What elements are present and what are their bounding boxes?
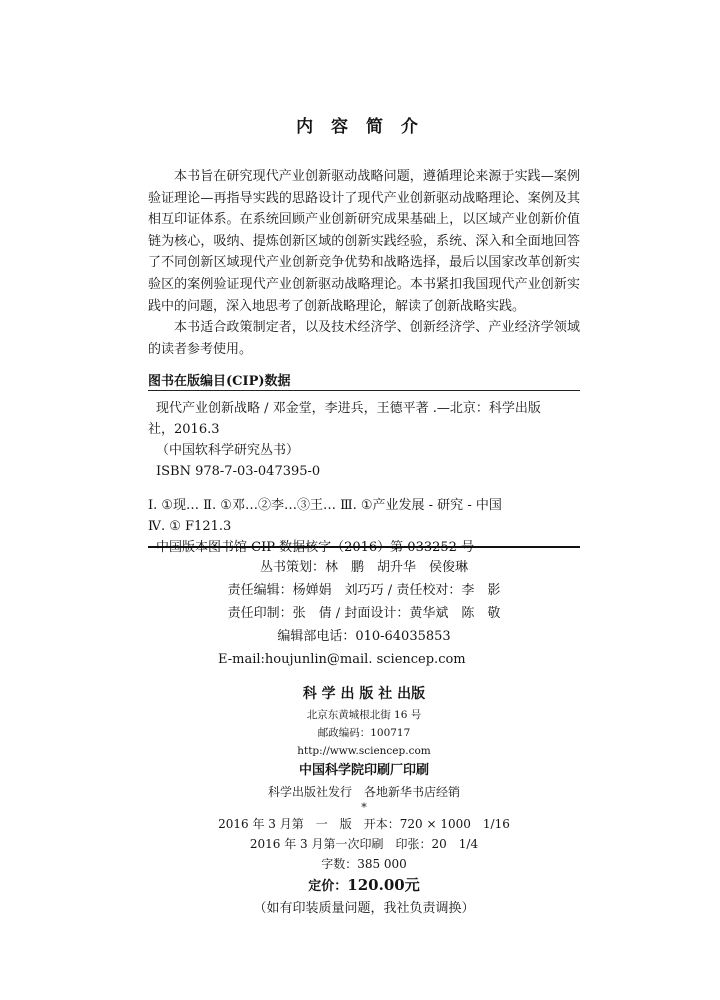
summary-section	[148, 166, 580, 360]
editorial-email: E-mail:houjunlin@mail. sciencep.com	[218, 652, 466, 667]
responsible-editors: 责任编辑：杨婵娟 刘巧巧 / 责任校对：李 影	[227, 583, 501, 598]
separator-star: *	[361, 801, 367, 814]
printer-name: 中国科学院印刷厂印刷	[298, 763, 429, 778]
summary-paragraph-2: 本书适合政策制定者，以及技术经济学、创新经济学、产业经济学领域的读者参考使用。	[148, 320, 580, 357]
printing-info: 2016 年 3 月第一次印刷 印张：20 1/4	[249, 837, 479, 851]
editorial-phone: 编辑部电话：010-64035853	[277, 629, 451, 644]
credits-section	[148, 556, 580, 671]
price	[148, 874, 580, 898]
page-title: 内 容 简 介	[296, 117, 424, 137]
cip-heading: 图书在版编目(CIP)数据	[148, 374, 291, 389]
word-count: 字数：385 000	[321, 857, 407, 871]
distribution-info: 科学出版社发行 各地新华书店经销	[267, 785, 460, 799]
edition-info: 2016 年 3 月第 一 版 开本：720 × 1000 1/16	[218, 817, 510, 831]
publisher-website: http://www.sciencep.com	[297, 745, 431, 757]
cip-line-classification: Ⅳ. ① F121.3	[148, 519, 232, 534]
publisher-postcode: 邮政编码：100717	[317, 727, 411, 739]
publisher-address: 北京东黄城根北街 16 号	[306, 709, 422, 721]
cip-line-subjects: Ⅰ. ①现… Ⅱ. ①邓…②李…③王… Ⅲ. ①产业发展 - 研究 - 中国	[148, 498, 502, 513]
print-and-cover-design: 责任印制：张 倩 / 封面设计：黄华斌 陈 敬	[227, 606, 501, 621]
cip-top-rule	[148, 390, 580, 391]
cip-line-isbn: ISBN 978-7-03-047395-0	[156, 464, 321, 479]
summary-paragraph-1: 本书旨在研究现代产业创新驱动战略问题，遵循理论来源于实践—案例验证理论—再指导实践的思路设计了现代产业创新驱动战略理论、案例及其相互印证体系。在系统回顾产业创新研究成果基础上，以区域产业创新价值链为核心，吸纳、提炼创新区域的创新实践经验，系统、深入和全面地回答了不同创新区域现代产业创新竞争优势和战略选择，最后以国家改革创新实验区的案例验证现代产业创新驱动战略理论。本书紧扣我国现代产业创新实践中的问题，深入地思考了创新战略理论，解读了创新战略实践。	[148, 169, 580, 314]
cip-record	[148, 398, 580, 558]
colophon-section	[148, 682, 580, 920]
cip-line-number: 中国版本图书馆 CIP 数据核字（2016）第 033252 号	[156, 540, 475, 555]
cip-line-publisher: 社，2016.3	[148, 422, 220, 437]
cip-line-series: （中国软科学研究丛书）	[156, 443, 300, 458]
price-label: 定价：	[308, 879, 348, 894]
cip-spacer	[148, 482, 580, 495]
cip-line-title: 现代产业创新战略 / 邓金堂，李进兵，王德平著 .—北京：科学出版	[156, 401, 541, 416]
quality-note: （如有印装质量问题，我社负责调换）	[253, 901, 475, 916]
series-planner: 丛书策划：林 鹏 胡升华 侯俊琳	[259, 560, 468, 575]
publisher-name: 科 学 出 版 社 出版	[302, 686, 426, 702]
price-value: 120.00元	[347, 876, 420, 894]
cip-bottom-rule	[148, 546, 580, 548]
